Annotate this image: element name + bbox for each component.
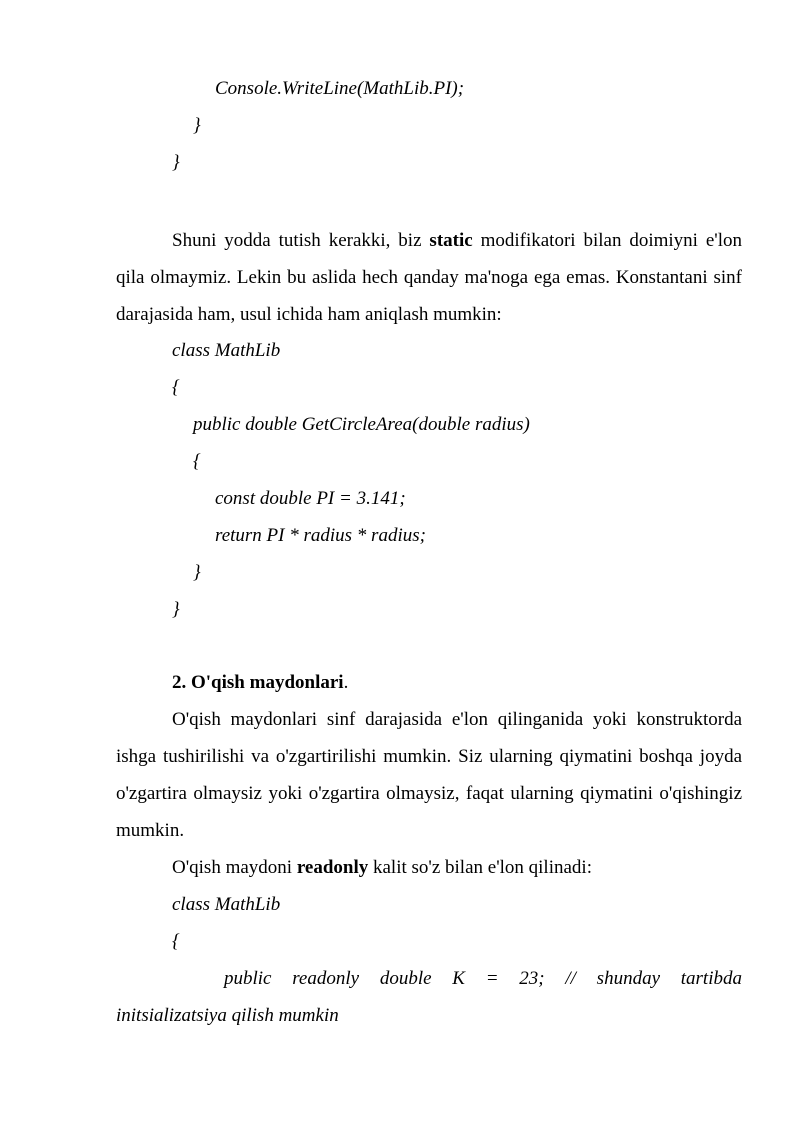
paragraph-readonly-keyword (172, 856, 592, 880)
section-heading-text: 2. O'qish maydonlari (172, 672, 344, 693)
code-line: { (193, 451, 201, 472)
code-line: const double PI = 3.141; (215, 488, 406, 509)
code-line: class MathLib (172, 894, 281, 915)
section-heading-dot: . (343, 672, 349, 693)
code-line: return PI * radius * radius; (215, 525, 426, 546)
code-line: class MathLib (172, 340, 281, 361)
paragraph-text: O'qish maydoni (172, 857, 297, 878)
paragraph-readonly-description (116, 701, 742, 849)
paragraph-text: modifikatori bilan doimiyni e'lon qila olmaymiz. Lekin bu aslida hech qanday ma'noga ega emas. Konstantani sinf darajasida ham, usul ichida ham aniqlash mumkin: (116, 230, 742, 325)
code-line: } (193, 115, 201, 136)
code-line: } (193, 562, 201, 583)
code-line: { (172, 931, 180, 952)
code-line: initsializatsiya qilish mumkin (116, 1005, 339, 1026)
keyword-readonly: readonly (296, 857, 369, 878)
paragraph-static-note (116, 222, 742, 333)
paragraph-text: O'qish maydonlari sinf darajasida e'lon qilinganida yoki konstruktorda ishga tushirilishi va o'zgartirilishi mumkin. Siz ularning qiymatini boshqa joyda o'zgartira olmaysiz yoki o'zgartira olmaysiz, faqat ularning qiymatini o'qishingiz mumkin. (116, 709, 742, 841)
section-heading (172, 671, 348, 695)
paragraph-text: Shuni yodda tutish kerakki, biz (172, 230, 430, 251)
code-line: } (172, 599, 180, 620)
code-line: public double GetCircleArea(double radius) (193, 414, 530, 435)
paragraph-text: kalit so'z bilan e'lon qilinadi: (368, 857, 592, 878)
code-line: public readonly double K = 23; // shunday tartibda (224, 968, 742, 989)
code-line: } (172, 152, 180, 173)
code-line: Console.WriteLine(MathLib.PI); (215, 78, 465, 99)
code-line: { (172, 377, 180, 398)
keyword-static: static (429, 230, 473, 251)
